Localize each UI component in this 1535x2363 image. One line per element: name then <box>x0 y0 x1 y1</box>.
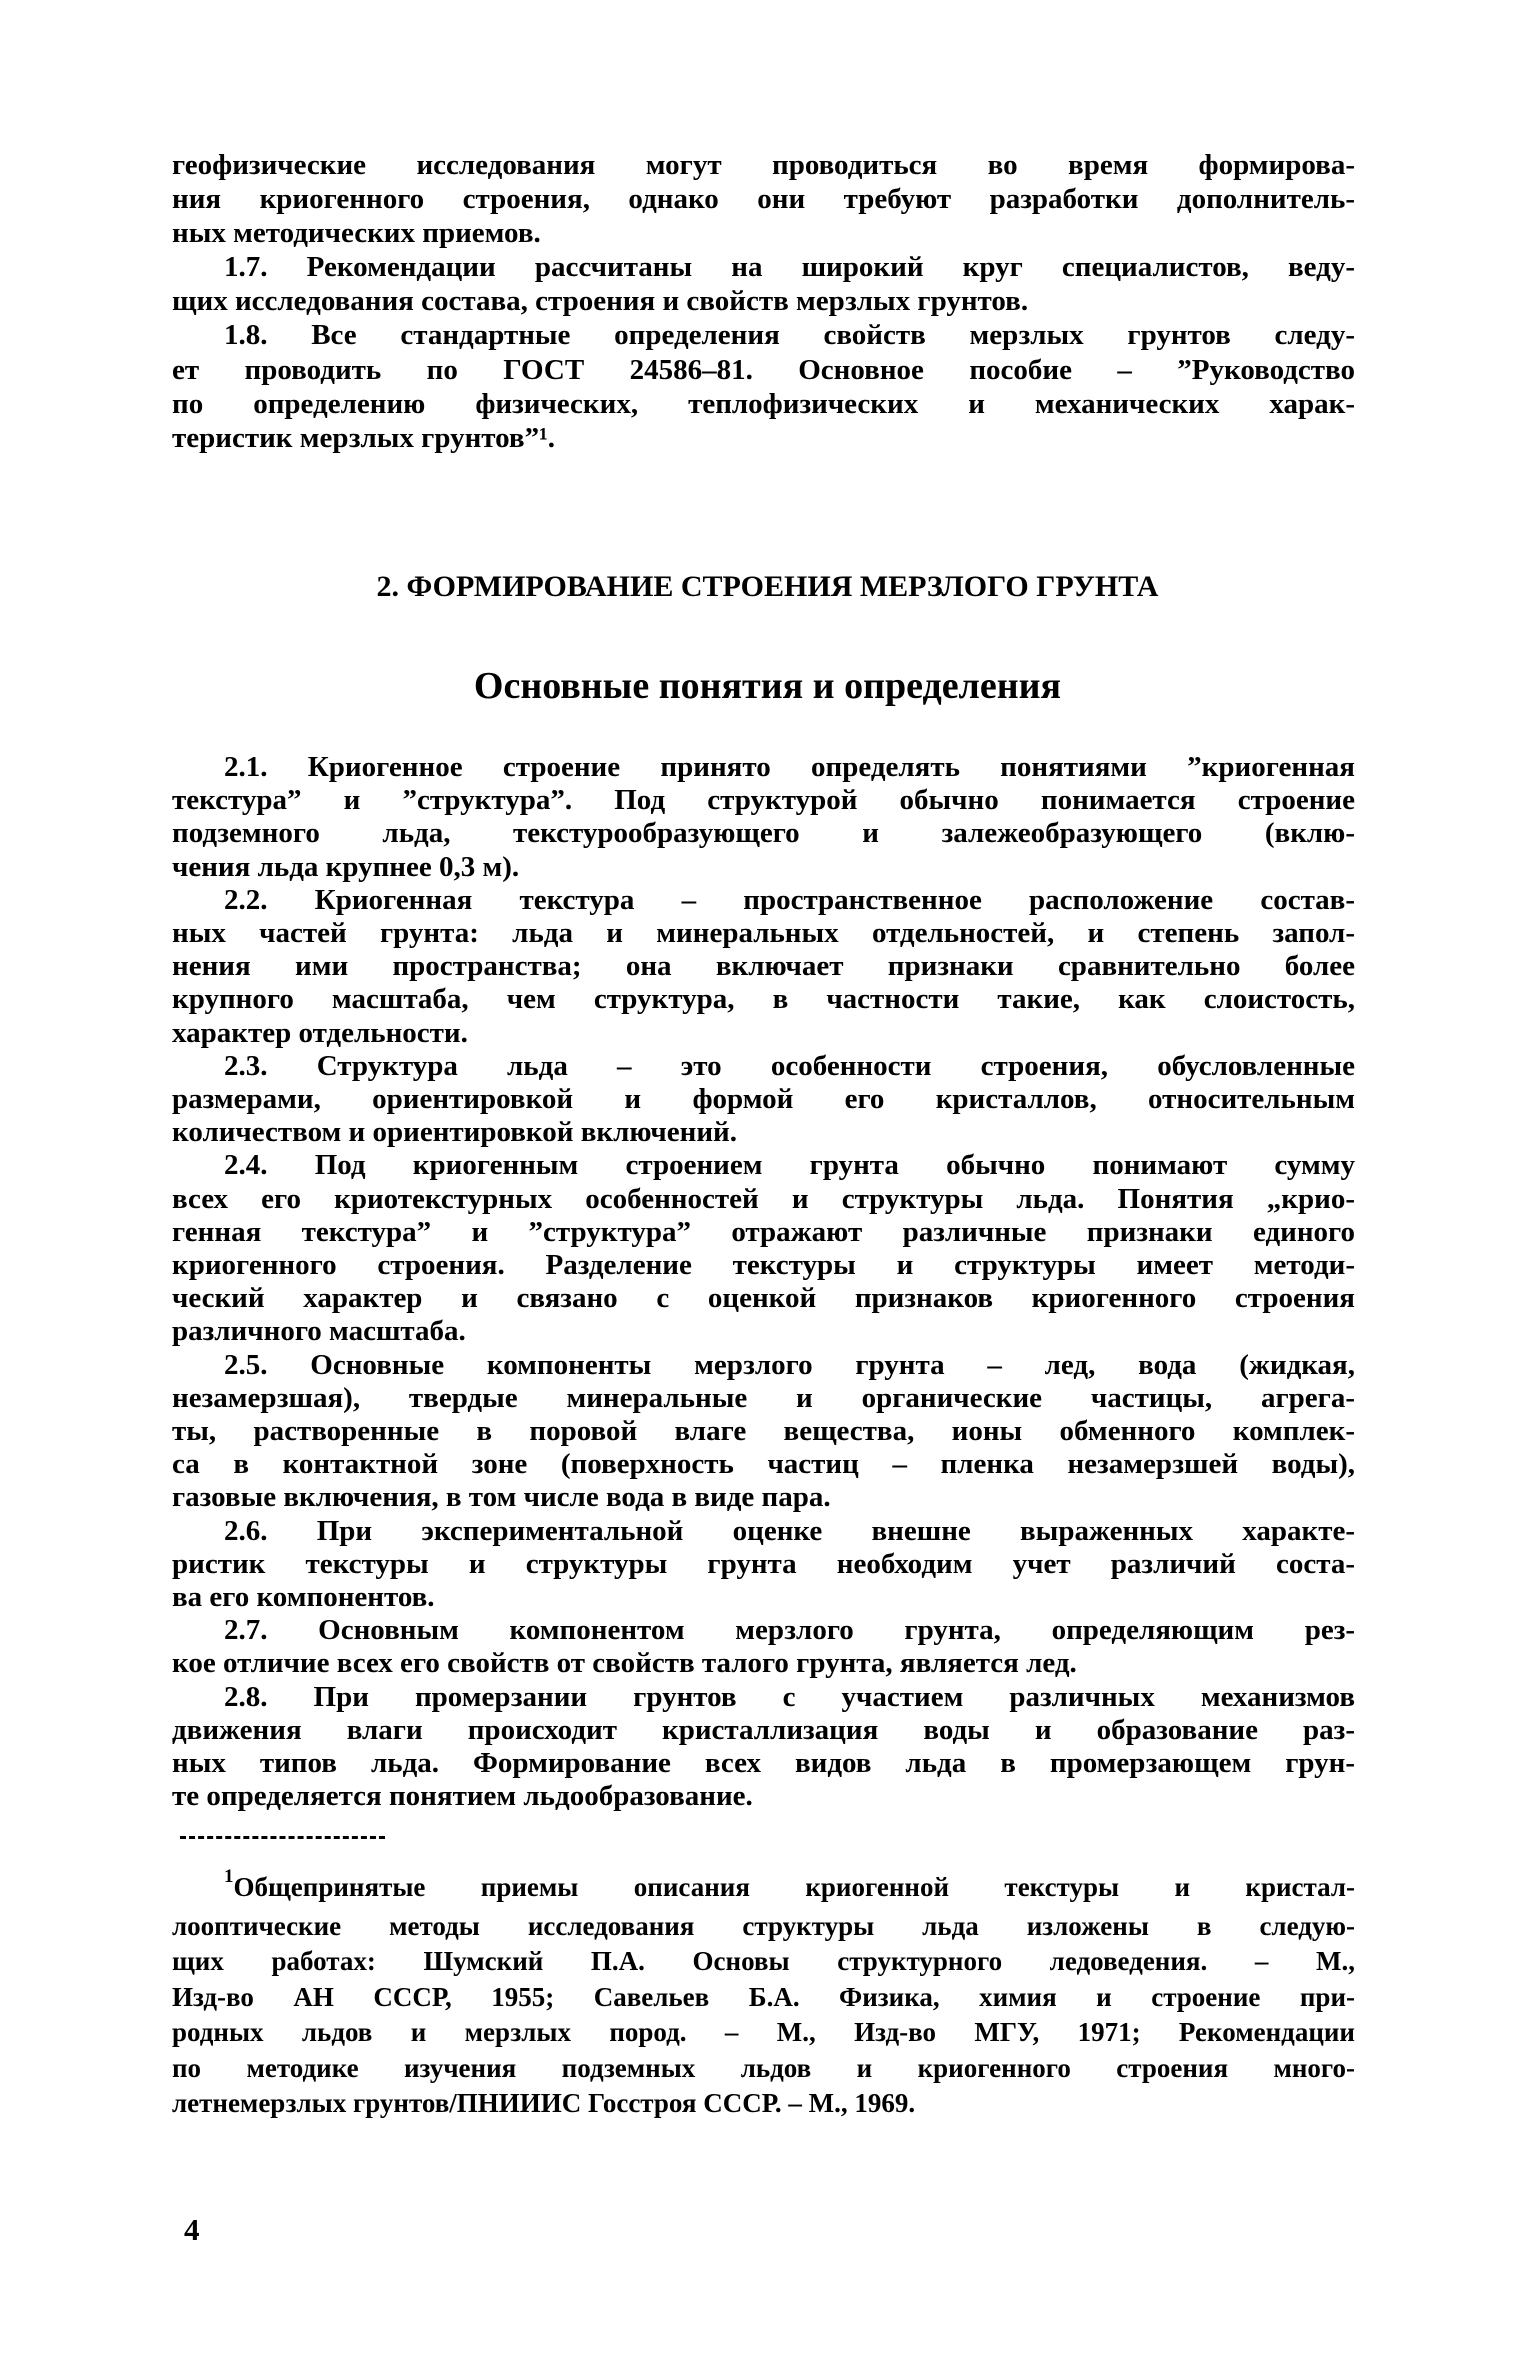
paragraph-line: размерами, ориентировкой и формой его кристаллов, относительным <box>172 1083 1355 1116</box>
paragraph-line: са в контактной зоне (поверхность частиц – пленка незамерзшей воды), <box>172 1448 1355 1481</box>
footnote <box>172 1866 1355 2122</box>
paragraph-line: теристик мерзлых грунтов”¹. <box>172 421 556 454</box>
paragraph-line: 2.1. Криогенное строение принято определять понятиями ”криогенная <box>224 751 1355 783</box>
paragraph-line: незамерзшая), твердые минеральные и органические частицы, агрега- <box>172 1381 1355 1414</box>
paragraph-line: ва его компонентов. <box>172 1581 435 1614</box>
footnote-line <box>172 1866 1355 1909</box>
paragraph-line: 1.8. Все стандартные определения свойств мерзлых грунтов следу- <box>224 319 1355 352</box>
footnote-marker: 1 <box>224 1866 234 1887</box>
paragraph-line: геофизические исследования могут проводиться во время формирова- <box>172 149 1355 181</box>
paragraph-line: ческий характер и связано с оценкой признаков криогенного строения <box>172 1282 1355 1315</box>
paragraph-line: криогенного строения. Разделение текстуры и структуры имеет методи- <box>172 1249 1355 1282</box>
paragraph-line: ных типов льда. Формирование всех видов льда в промерзающем грун- <box>172 1747 1355 1780</box>
section-heading: 2. ФОРМИРОВАНИЕ СТРОЕНИЯ МЕРЗЛОГО ГРУНТА <box>376 570 1159 603</box>
paragraph-line: чения льда крупнее 0,3 м). <box>172 850 520 883</box>
paragraph-line: 2.2. Криогенная текстура – пространственное расположение состав- <box>224 883 1355 916</box>
paragraph-line: 1.7. Рекомендации рассчитаны на широкий круг специалистов, веду- <box>224 251 1355 284</box>
paragraph-line: те определяется понятием льдообразование. <box>172 1780 753 1813</box>
page-number: 4 <box>184 2212 200 2247</box>
paragraph-line: текстура” и ”структура”. Под структурой обычно понимается строение <box>172 784 1355 817</box>
paragraph-line: характер отдельности. <box>172 1016 468 1049</box>
footnote-text: Общепринятые приемы описания криогенной текстуры и кристал- <box>233 1872 1355 1902</box>
paragraph-line: газовые включения, в том числе вода в виде пара. <box>172 1481 831 1514</box>
footnote-line: родных льдов и мерзлых пород. – М., Изд-во МГУ, 1971; Рекомендации <box>172 2017 1355 2047</box>
paragraph-line: движения влаги происходит кристаллизация воды и образование раз- <box>172 1713 1355 1746</box>
paragraph-line: генная текстура” и ”структура” отражают различные признаки единого <box>172 1215 1355 1248</box>
paragraph-line: по определению физических, теплофизических и механических харак- <box>172 387 1355 420</box>
paragraph-line: количеством и ориентировкой включений. <box>172 1116 738 1149</box>
paragraph-line: 2.5. Основные компоненты мерзлого грунта – лед, вода (жидкая, <box>224 1348 1355 1381</box>
paragraph-line: ты, растворенные в поровой влаге вещества, ионы обменного комплек- <box>172 1415 1355 1448</box>
paragraph-line: кое отличие всех его свойств от свойств талого грунта, является лед. <box>172 1647 1077 1680</box>
body-text-top <box>172 148 1355 455</box>
paragraph-line: ных частей грунта: льда и минеральных отдельностей, и степень запол- <box>172 917 1355 950</box>
paragraph-line: 2.6. При экспериментальной оценке внешне выраженных характе- <box>224 1514 1355 1547</box>
footnote-line: лооптические методы исследования структуры льда изложены в следую- <box>172 1910 1355 1941</box>
paragraph-line: всех его криотекстурных особенностей и структуры льда. Понятия „крио- <box>172 1182 1355 1215</box>
subsection-heading: Основные понятия и определения <box>473 665 1062 707</box>
paragraph-line: 2.3. Структура льда – это особенности строения, обусловленные <box>224 1049 1355 1082</box>
paragraph-line: подземного льда, текстурообразующего и залежеобразующего (вклю- <box>172 817 1355 850</box>
paragraph-line: крупного масштаба, чем структура, в частности такие, как слоистость, <box>172 983 1355 1016</box>
footnote-line: Изд-во АН СССР, 1955; Савельев Б.А. Физика, химия и строение при- <box>172 1981 1355 2012</box>
paragraph-line: различного масштаба. <box>172 1315 466 1348</box>
paragraph-line: 2.4. Под криогенным строением грунта обычно понимают сумму <box>224 1149 1355 1182</box>
paragraph-line: ет проводить по ГОСТ 24586–81. Основное пособие – ”Руководство <box>172 353 1355 386</box>
paragraph-line: 2.7. Основным компонентом мерзлого грунта, определяющим рез- <box>224 1614 1355 1647</box>
paragraph-line: 2.8. При промерзании грунтов с участием различных механизмов <box>224 1680 1355 1713</box>
footnote-line: по методике изучения подземных льдов и криогенного строения много- <box>172 2052 1355 2083</box>
paragraph-line: ния криогенного строения, однако они требуют разработки дополнитель- <box>172 183 1355 216</box>
paragraph-line: щих исследования состава, строения и свойств мерзлых грунтов. <box>172 285 1029 318</box>
paragraph-line: нения ими пространства; она включает признаки сравнительно более <box>172 950 1355 983</box>
footnote-line: щих работах: Шумский П.А. Основы структурного ледоведения. – М., <box>172 1946 1355 1976</box>
paragraph-line: ристик текстуры и структуры грунта необходим учет различий соста- <box>172 1547 1355 1580</box>
paragraph-line: ных методических приемов. <box>172 217 541 250</box>
body-text-main <box>172 751 1355 1814</box>
footnote-separator <box>180 1836 385 1839</box>
footnote-line: летнемерзлых грунтов/ПНИИИС Госстроя СССР. – М., 1969. <box>172 2088 916 2118</box>
